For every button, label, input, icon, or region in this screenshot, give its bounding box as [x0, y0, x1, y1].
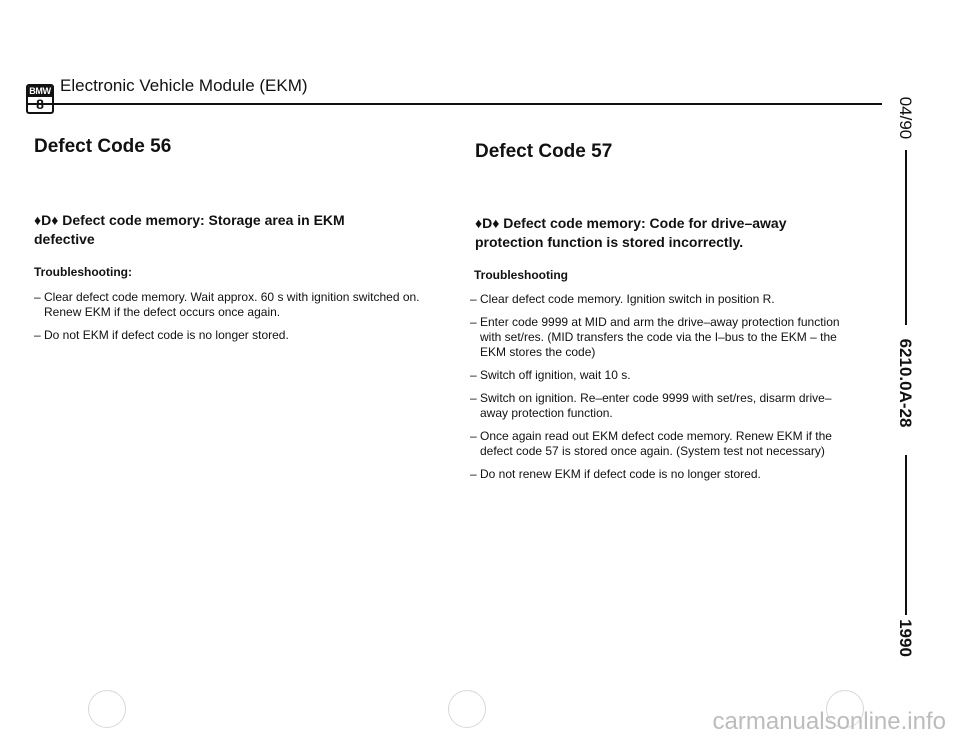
right-step-2: – Enter code 9999 at MID and arm the drive–away protection function with set/res. (MID transfers the code via the I–bus to the EKM – the EKM stores the code) [470, 315, 840, 359]
right-subheading: ♦D♦ Defect code memory: Code for drive–away protection function is stored incorrectly. [475, 215, 787, 250]
side-date: 04/90 [896, 96, 915, 140]
left-heading: Defect Code 56 [34, 136, 172, 157]
right-steps [470, 292, 858, 490]
left-troubleshooting-label: Troubleshooting: [34, 265, 132, 279]
left-steps [34, 290, 426, 351]
side-page-code: 6210.0A-28 [896, 338, 915, 428]
side-year: 1990 [896, 619, 915, 657]
decorative-circle-middle [448, 690, 486, 728]
right-step-5: – Once again read out EKM defect code memory. Renew EKM if the defect code 57 is stored once again. (System test not necessary) [470, 429, 832, 458]
right-heading: Defect Code 57 [475, 141, 613, 162]
side-line-2 [905, 455, 907, 615]
header-divider [26, 103, 882, 105]
decorative-circle-left [88, 690, 126, 728]
page-title: Electronic Vehicle Module (EKM) [60, 76, 308, 95]
right-troubleshooting-label: Troubleshooting [474, 268, 568, 282]
left-subheading: ♦D♦ Defect code memory: Storage area in EKM defective [34, 212, 345, 247]
right-step-1: – Clear defect code memory. Ignition switch in position R. [470, 292, 775, 306]
watermark: carmanualsonline.info [712, 708, 946, 735]
right-step-3: – Switch off ignition, wait 10 s. [470, 368, 631, 382]
right-step-4: – Switch on ignition. Re–enter code 9999 with set/res, disarm drive–away protection function. [470, 391, 832, 420]
side-line-1 [905, 150, 907, 325]
right-step-6: – Do not renew EKM if defect code is no longer stored. [470, 467, 761, 481]
left-step-2: – Do not EKM if defect code is no longer stored. [34, 328, 289, 342]
left-step-1: – Clear defect code memory. Wait approx. 60 s with ignition switched on. Renew EKM if the defect occurs once again. [34, 290, 420, 319]
bmw-logo [26, 84, 54, 114]
logo-brand: BMW [29, 86, 51, 96]
